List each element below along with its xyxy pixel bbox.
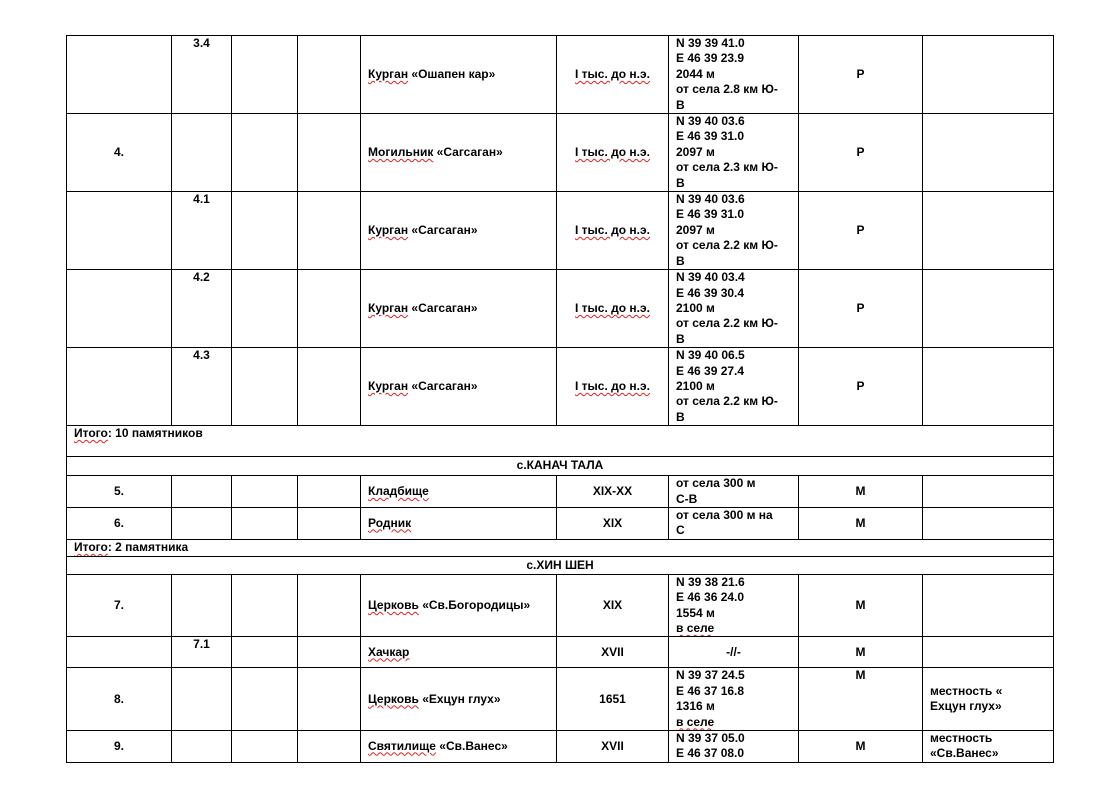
dating-text: XVII	[601, 738, 624, 753]
note-line: «Св.Ванес»	[930, 746, 999, 761]
site-name	[361, 270, 557, 348]
location-cell	[669, 731, 799, 763]
empty-cell	[298, 114, 361, 192]
sub-number	[172, 668, 232, 731]
location-line: от села 300 м на	[676, 507, 773, 522]
site-type: Хачкар	[368, 644, 410, 659]
site-title: «Ошапен кар»	[408, 66, 496, 81]
table-row	[67, 192, 1054, 270]
location-line: 2097 м	[676, 222, 715, 237]
location-line: С	[676, 523, 685, 538]
location-line: от села 2.2 км Ю-	[676, 238, 778, 253]
note	[923, 507, 1054, 539]
dating	[557, 114, 669, 192]
dating	[557, 668, 669, 731]
site-type: Курган	[368, 300, 409, 315]
category: Р	[799, 270, 923, 348]
sub-number	[172, 114, 232, 192]
row-number: 8.	[67, 668, 172, 731]
empty-cell	[298, 270, 361, 348]
empty-cell	[232, 574, 298, 637]
row-number	[67, 348, 172, 426]
note	[923, 731, 1054, 763]
location-line: В	[676, 331, 685, 346]
location-line: N 39 40 03.6	[676, 114, 745, 129]
empty-cell	[298, 668, 361, 731]
table-row	[67, 507, 1054, 539]
row-number	[67, 270, 172, 348]
category: М	[799, 731, 923, 763]
location-line: В	[676, 253, 685, 268]
row-number: 5.	[67, 476, 172, 508]
empty-cell	[298, 192, 361, 270]
site-name	[361, 668, 557, 731]
total-cell	[67, 539, 1054, 556]
note	[923, 36, 1054, 114]
location-line: E 46 37 16.8	[676, 683, 745, 698]
location-line: от села 2.2 км Ю-	[676, 316, 778, 331]
location-line: N 39 37 24.5	[676, 668, 745, 683]
table-row	[67, 114, 1054, 192]
dating-text: XIX	[602, 515, 623, 530]
site-type: Кладбище	[368, 483, 429, 498]
site-type: Курган	[368, 66, 409, 81]
dating-text: I тыс. до н.э.	[575, 300, 650, 315]
location-line: E 46 39 31.0	[676, 129, 745, 144]
empty-cell	[232, 731, 298, 763]
location-line: В	[676, 409, 685, 424]
note	[923, 192, 1054, 270]
sub-number	[172, 507, 232, 539]
site-title: «Сагсаган»	[408, 378, 478, 393]
location-line: E 46 39 23.9	[676, 51, 745, 66]
site-name	[361, 507, 557, 539]
dating-text: I тыс. до н.э.	[575, 378, 650, 393]
table-row	[67, 348, 1054, 426]
site-type: Святилище	[368, 738, 436, 753]
location-line: от села 300 м	[676, 476, 756, 491]
row-number: 7.	[67, 574, 172, 637]
sub-number	[172, 574, 232, 637]
note-line: Ехцун глух»	[930, 699, 1002, 714]
table-row	[67, 668, 1054, 731]
table-row	[67, 36, 1054, 114]
dating	[557, 192, 669, 270]
row-number	[67, 36, 172, 114]
total-row	[67, 539, 1054, 556]
dating-text: I тыс. до н.э.	[575, 222, 650, 237]
site-title: «Ехцун глух»	[418, 691, 501, 706]
location-line: от села 2.3 км Ю-	[676, 160, 778, 175]
table-row	[67, 476, 1054, 508]
row-number: 9.	[67, 731, 172, 763]
village-header-row	[67, 457, 1054, 476]
location-line: -//-	[726, 644, 741, 659]
category: М	[799, 574, 923, 637]
dating-text: XIX-XX	[592, 483, 633, 498]
total-label: Итого	[74, 426, 108, 441]
location-cell	[669, 192, 799, 270]
location-line: в селе	[676, 621, 715, 635]
location-line: 2097 м	[676, 144, 715, 159]
table-row	[67, 270, 1054, 348]
location-line: N 39 37 05.0	[676, 731, 745, 746]
category: Р	[799, 36, 923, 114]
sub-number: 7.1	[172, 637, 232, 668]
note-line: местность «	[930, 683, 1003, 698]
location-cell	[669, 270, 799, 348]
site-title: «Сагсаган»	[408, 300, 478, 315]
location-line: E 46 37 08.0	[676, 746, 745, 761]
empty-cell	[298, 36, 361, 114]
site-title: «Св.Ванес»	[435, 738, 508, 753]
village-header-row	[67, 556, 1054, 574]
empty-cell	[232, 192, 298, 270]
dating	[557, 507, 669, 539]
location-line: 2100 м	[676, 378, 715, 393]
empty-cell	[232, 270, 298, 348]
note	[923, 348, 1054, 426]
total-row	[67, 426, 1054, 457]
location-cell	[669, 637, 799, 668]
sub-number: 4.3	[172, 348, 232, 426]
sub-number	[172, 476, 232, 508]
location-line: N 39 40 03.6	[676, 192, 745, 207]
note	[923, 668, 1054, 731]
site-name	[361, 192, 557, 270]
table-row	[67, 574, 1054, 637]
dating	[557, 348, 669, 426]
row-number: 4.	[67, 114, 172, 192]
empty-cell	[232, 507, 298, 539]
row-number	[67, 637, 172, 668]
sub-number: 4.2	[172, 270, 232, 348]
monuments-table	[66, 35, 1054, 763]
category: М	[799, 637, 923, 668]
empty-cell	[298, 476, 361, 508]
site-title: «Сагсаган»	[408, 222, 478, 237]
site-type: Курган	[368, 222, 409, 237]
total-count: : 10 памятников	[107, 426, 203, 441]
dating	[557, 476, 669, 508]
site-type: Курган	[368, 378, 409, 393]
empty-cell	[232, 476, 298, 508]
location-line: E 46 39 31.0	[676, 207, 745, 222]
row-number: 6.	[67, 507, 172, 539]
location-cell	[669, 36, 799, 114]
site-title: «Сагсаган»	[433, 144, 503, 159]
location-line: В	[676, 97, 685, 112]
location-line: 1554 м	[676, 605, 715, 620]
site-type: Церковь	[368, 597, 419, 612]
sub-number: 4.1	[172, 192, 232, 270]
location-line: в селе	[676, 714, 715, 729]
sub-number	[172, 731, 232, 763]
site-type: Могильник	[368, 144, 434, 159]
empty-cell	[298, 348, 361, 426]
location-line: 2044 м	[676, 66, 715, 81]
dating-text: XVII	[601, 644, 624, 659]
location-line: E 46 36 24.0	[676, 590, 745, 605]
category: М	[799, 507, 923, 539]
empty-cell	[232, 637, 298, 668]
dating	[557, 637, 669, 668]
location-cell	[669, 348, 799, 426]
location-line: 2100 м	[676, 300, 715, 315]
location-line: N 39 38 21.6	[676, 574, 745, 589]
site-name	[361, 36, 557, 114]
note-line: местность	[930, 731, 993, 746]
note	[923, 114, 1054, 192]
location-line: от села 2.2 км Ю-	[676, 394, 778, 409]
note	[923, 574, 1054, 637]
site-name	[361, 731, 557, 763]
location-line: 1316 м	[676, 699, 715, 714]
site-name	[361, 637, 557, 668]
empty-cell	[298, 574, 361, 637]
category: М	[799, 476, 923, 508]
location-cell	[669, 114, 799, 192]
dating-text: XIX	[602, 597, 623, 612]
category: Р	[799, 192, 923, 270]
dating-text: I тыс. до н.э.	[575, 144, 650, 159]
location-line: N 39 40 06.5	[676, 348, 745, 363]
site-name	[361, 114, 557, 192]
site-name	[361, 574, 557, 637]
location-line: N 39 39 41.0	[676, 36, 745, 50]
location-line: В	[676, 175, 685, 190]
location-cell	[669, 668, 799, 731]
total-count: : 2 памятника	[107, 539, 189, 554]
location-line: С-В	[676, 491, 698, 506]
site-type: Церковь	[368, 691, 419, 706]
site-title: «Св.Богородицы»	[418, 597, 531, 612]
dating	[557, 36, 669, 114]
location-line: от села 2.8 км Ю-	[676, 82, 778, 97]
total-label: Итого	[74, 539, 108, 554]
location-line: E 46 39 27.4	[676, 363, 745, 378]
table-row	[67, 637, 1054, 668]
empty-cell	[232, 668, 298, 731]
empty-cell	[232, 36, 298, 114]
village-name: с.КАНАЧ ТАЛА	[67, 457, 1054, 476]
empty-cell	[298, 507, 361, 539]
location-line: E 46 39 30.4	[676, 285, 745, 300]
location-line: N 39 40 03.4	[676, 270, 745, 285]
table-row	[67, 731, 1054, 763]
location-cell	[669, 507, 799, 539]
category: Р	[799, 114, 923, 192]
note	[923, 476, 1054, 508]
empty-cell	[232, 348, 298, 426]
row-number	[67, 192, 172, 270]
location-cell	[669, 574, 799, 637]
dating	[557, 270, 669, 348]
dating-text: 1651	[599, 691, 626, 706]
site-type: Родник	[368, 515, 412, 530]
note	[923, 637, 1054, 668]
empty-cell	[298, 637, 361, 668]
category: Р	[799, 348, 923, 426]
note	[923, 270, 1054, 348]
location-cell	[669, 476, 799, 508]
dating-text: I тыс. до н.э.	[575, 66, 650, 81]
site-name	[361, 476, 557, 508]
sub-number: 3.4	[172, 36, 232, 114]
site-name	[361, 348, 557, 426]
empty-cell	[298, 731, 361, 763]
village-name: с.ХИН ШЕН	[67, 556, 1054, 574]
dating	[557, 731, 669, 763]
total-cell	[67, 426, 1054, 457]
category: М	[799, 668, 923, 731]
empty-cell	[232, 114, 298, 192]
dating	[557, 574, 669, 637]
